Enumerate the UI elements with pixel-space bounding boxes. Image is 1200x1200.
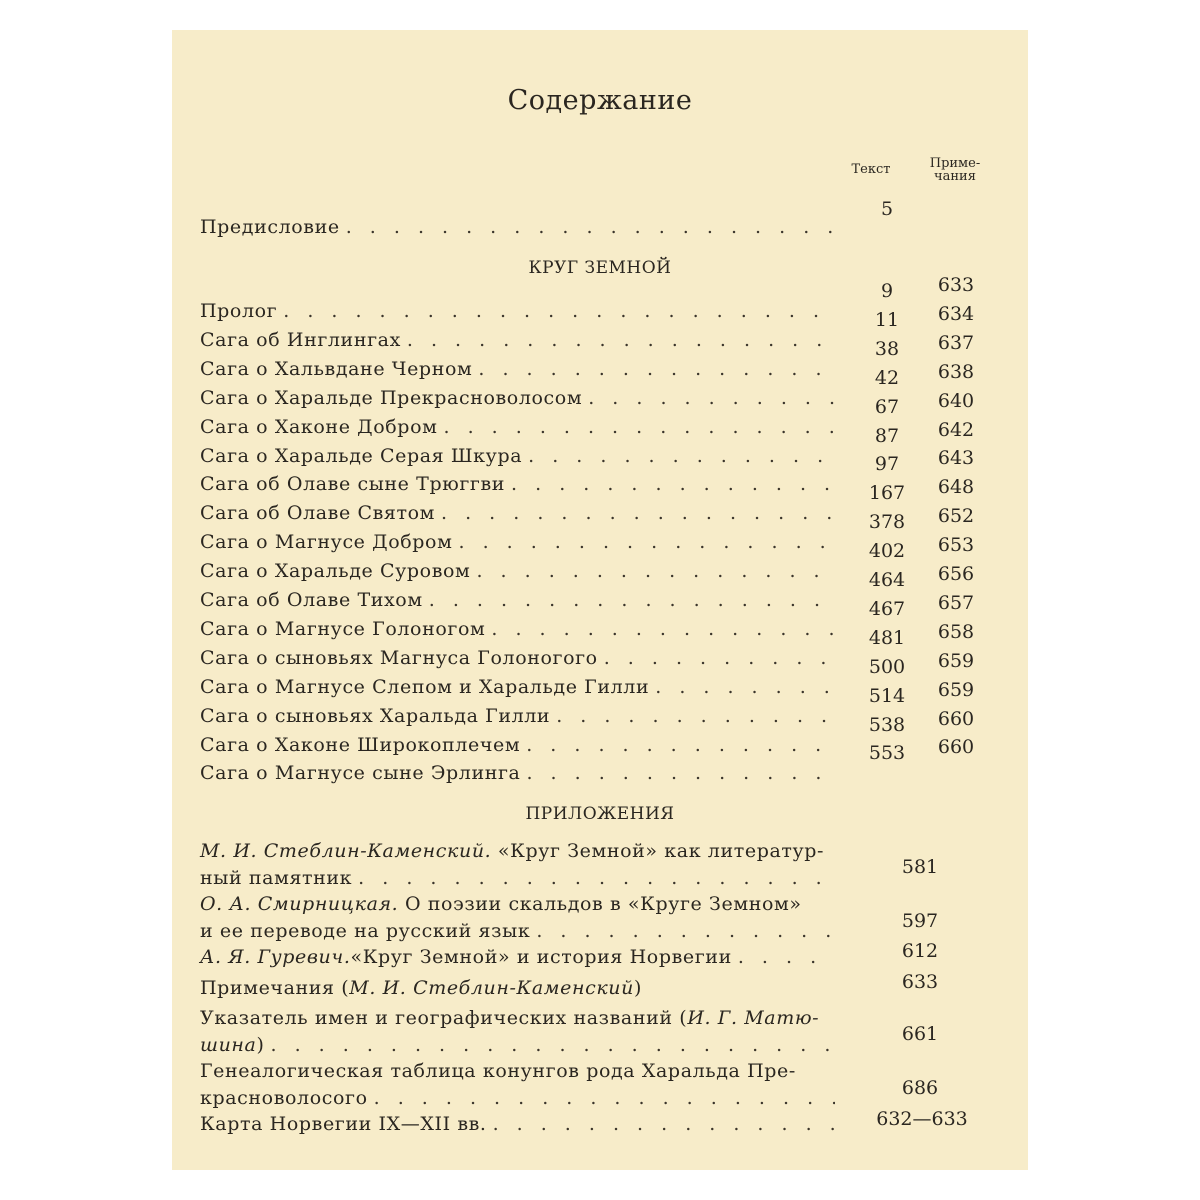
section-heading: ПРИЛОЖЕНИЯ — [525, 804, 675, 824]
column-header-text: Текст — [851, 162, 891, 177]
appendix-entry: А. Я. Гуревич. «Круг Земной» и история Норвегии . . . — [200, 944, 835, 971]
leader-dots — [271, 1032, 836, 1059]
toc-text-page: 514 — [868, 684, 906, 707]
appendix-entry: Генеалогическая таблица конунгов рода Харальда Пре- красноволосого . . . — [200, 1058, 835, 1112]
leader-dots — [283, 300, 835, 322]
toc-entry — [200, 755, 835, 784]
toc-entry-label: Сага о сыновьях Харальда Гилли — [200, 704, 551, 727]
toc-text-page: 87 — [874, 424, 900, 447]
toc-text-page: 538 — [868, 713, 906, 736]
toc-text-page: 467 — [868, 597, 906, 620]
toc-entry-label: Сага об Олаве Тихом — [200, 589, 423, 611]
leader-dots — [511, 473, 835, 495]
appendix-page: 597 — [901, 910, 939, 932]
toc-text-page: 97 — [874, 453, 900, 476]
toc-notes-page: 642 — [937, 418, 975, 441]
column-header-notes: Приме- чания — [929, 156, 981, 184]
appendix-page: 686 — [901, 1077, 939, 1099]
toc-entry-label: Сага об Олаве сыне Трюггви — [200, 473, 506, 496]
toc-notes-page: 660 — [937, 707, 975, 730]
leader-dots — [528, 445, 835, 467]
toc-entry-preface — [200, 209, 835, 238]
toc-entry-label: Сага о Хальвдане Черном — [200, 357, 473, 380]
leader-dots — [588, 387, 835, 409]
toc-entry — [200, 438, 835, 467]
toc-text-page: 11 — [874, 308, 900, 331]
toc-text-page: 402 — [868, 540, 906, 563]
leader-dots — [556, 705, 835, 727]
leader-dots — [526, 762, 835, 784]
appendix-page: 632—633 — [876, 1108, 968, 1130]
toc-entry-label: Сага о Магнусе Слепом и Харальде Гилли — [200, 675, 650, 698]
toc-entry-label: Сага о сыновьях Магнуса Голоногого — [200, 646, 598, 669]
toc-entry-label: Сага о Харальде Серая Шкура — [200, 444, 523, 467]
toc-notes-page: 659 — [937, 678, 975, 701]
toc-text-page: 42 — [874, 366, 900, 389]
leader-dots — [491, 618, 835, 640]
leader-dots — [441, 502, 835, 524]
toc-entry — [200, 553, 835, 582]
leader-dots — [407, 329, 835, 351]
toc-entry — [200, 466, 835, 495]
toc-notes-page: 634 — [937, 302, 975, 325]
toc-entry-label: Сага о Хаконе Добром — [200, 415, 438, 438]
toc-entry — [200, 409, 835, 438]
section-heading: КРУГ ЗЕМНОЙ — [528, 258, 672, 278]
toc-notes-page: 637 — [937, 331, 975, 354]
toc-text-page: 167 — [868, 482, 906, 505]
appendix-entry: М. И. Стеблин-Каменский. «Круг Земной» как литератур- ный памятник . . . — [200, 838, 835, 892]
toc-entry — [200, 524, 835, 553]
toc-text-page: 464 — [868, 569, 906, 591]
appendix-entry: О. А. Смирницкая. О поэзии скальдов в «Круге Земном» и ее переводе на русский язык . . . — [200, 891, 835, 945]
toc-entry-label: Предисловие — [200, 216, 340, 238]
toc-entry-label: Сага о Магнусе сыне Эрлинга — [200, 762, 521, 785]
toc-entry — [200, 669, 835, 698]
toc-entry — [200, 293, 835, 322]
leader-dots — [358, 865, 835, 892]
toc-entry — [200, 380, 835, 409]
leader-dots — [526, 734, 835, 756]
leader-dots — [478, 358, 835, 380]
appendix-page: 661 — [901, 1023, 939, 1045]
appendix-entry: Примечания ( М. И. Стеблин-Каменский ) — [200, 977, 642, 999]
toc-notes-page: 653 — [937, 534, 975, 557]
toc-notes-page: 657 — [937, 591, 975, 614]
toc-notes-page: 648 — [937, 476, 975, 499]
leader-dots — [655, 676, 835, 698]
toc-notes-page: 660 — [937, 736, 975, 759]
toc-text-page: 500 — [868, 655, 906, 678]
toc-notes-page: 643 — [937, 447, 975, 470]
leader-dots — [374, 1085, 835, 1112]
toc-notes-page: 656 — [937, 563, 975, 585]
toc-entry-label: Сага о Харальде Суровом — [200, 560, 471, 583]
toc-text-page: 67 — [874, 395, 900, 418]
toc-entry-label: Сага о Магнусе Добром — [200, 531, 453, 554]
leader-dots — [536, 918, 835, 945]
toc-entry-label: Сага об Олаве Святом — [200, 502, 436, 525]
toc-entry-label: Пролог — [200, 300, 278, 322]
leader-dots — [458, 531, 835, 553]
leader-dots — [444, 416, 836, 438]
appendix-page: 612 — [901, 940, 939, 962]
page-title: Содержание — [507, 85, 693, 116]
appendix-page: 581 — [901, 856, 939, 878]
toc-entry — [200, 495, 835, 524]
toc-entry — [200, 351, 835, 380]
toc-entry — [200, 322, 835, 351]
leader-dots — [604, 647, 835, 669]
toc-entry — [200, 582, 835, 611]
appendix-page: 633 — [901, 971, 939, 993]
toc-entry — [200, 640, 835, 669]
leader-dots — [738, 944, 835, 971]
leader-dots — [476, 560, 835, 582]
toc-notes-page: 652 — [937, 505, 975, 528]
toc-entry-label: Сага о Хаконе Широкоплечем — [200, 733, 521, 756]
toc-entry — [200, 698, 835, 727]
leader-dots — [429, 589, 835, 611]
toc-text-page: 5 — [880, 198, 894, 220]
toc-notes-page: 659 — [937, 649, 975, 672]
toc-text-page: 378 — [868, 511, 906, 534]
appendix-entry: Указатель имен и географических названий (И. Г. Матю- шина ) . . . — [200, 1005, 835, 1059]
toc-text-page: 9 — [880, 280, 894, 302]
toc-text-page: 38 — [874, 337, 900, 360]
toc-entry-label: Сага о Харальде Прекрасноволосом — [200, 386, 583, 409]
leader-dots — [493, 1111, 835, 1138]
appendix-entry: Карта Норвегии IX—XII вв. . . . — [200, 1111, 835, 1138]
toc-entry-label: Сага об Инглингах — [200, 328, 401, 351]
toc-entry — [200, 727, 835, 756]
book-page — [172, 30, 1028, 1170]
toc-notes-page: 633 — [937, 274, 975, 296]
toc-notes-page: 640 — [937, 389, 975, 412]
toc-entry-label: Сага о Магнусе Голоногом — [200, 617, 486, 640]
toc-notes-page: 658 — [937, 620, 975, 643]
toc-text-page: 481 — [868, 626, 906, 649]
toc-text-page: 553 — [868, 742, 906, 765]
toc-notes-page: 638 — [937, 360, 975, 383]
toc-entry — [200, 611, 835, 640]
leader-dots — [346, 216, 835, 238]
